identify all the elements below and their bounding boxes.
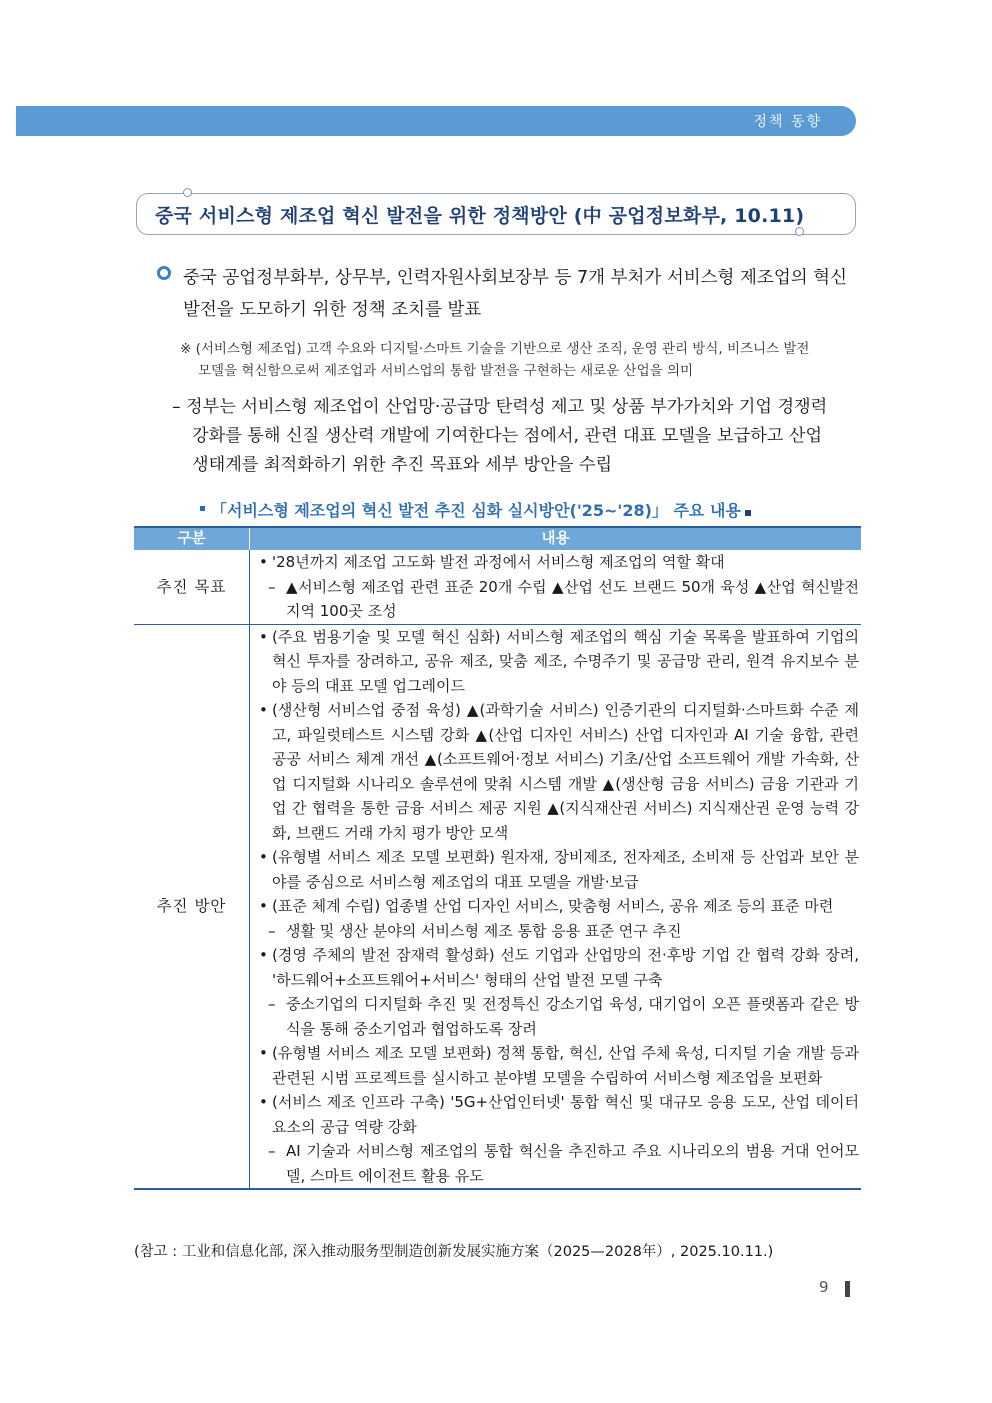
list-item: • (서비스 제조 인프라 구축) '5G+산업인터넷' 통합 혁신 및 대규모 응용 도모, 산업 데이터 요소의 공급 역량 강화 — [258, 1090, 859, 1139]
list-item: • (경영 주체의 발전 잠재력 활성화) 선도 기업과 산업망의 전·후방 기업 간 협력 강화 장려, '하드웨어+소프트웨어+서비스' 형태의 산업 발전 모델 구축 — [258, 943, 859, 992]
list-item: • (유형별 서비스 제조 모델 보편화) 정책 통합, 혁신, 산업 주체 육성, 디지털 기술 개발 등과 관련된 시범 프로젝트를 실시하고 분야별 모델을 수립하여 서비스형 제조업을 보편화 — [258, 1041, 859, 1090]
sub-list-item: – AI 기술과 서비스형 제조업의 통합 혁신을 추진하고 주요 시나리오의 범용 거대 언어모델, 스마트 에이전트 활용 유도 — [258, 1139, 859, 1188]
table-header-content: 내용 — [250, 527, 862, 550]
caption-square-icon — [200, 506, 205, 511]
note-line-2: 모델을 혁신함으로써 제조업과 서비스업의 통합 발전을 구현하는 새로운 산업을 의미 — [198, 363, 694, 379]
article-title-box — [136, 193, 856, 235]
list-item: • (유형별 서비스 제조 모델 보편화) 원자재, 장비제조, 전자제조, 소비재 등 산업과 보안 분야를 중심으로 서비스형 제조업의 대표 모델을 개발·보급 — [258, 845, 859, 894]
policy-table — [134, 526, 861, 1190]
row-content — [250, 550, 862, 624]
government-point — [172, 393, 860, 480]
row-label: 추진 방안 — [134, 624, 250, 1189]
table-row — [134, 550, 861, 624]
sub-list-item: – 생활 및 생산 분야의 서비스형 제조 통합 응용 표준 연구 추진 — [258, 919, 859, 944]
page-number: 9 — [819, 1278, 829, 1296]
row-content — [250, 624, 862, 1189]
sub-list-item: – ▲서비스형 제조업 관련 표준 20개 수립 ▲산업 선도 브랜드 50개 육성 ▲산업 혁신발전 지역 100곳 조성 — [258, 575, 859, 624]
source-citation: (참고 : 工业和信息化部, 深入推动服务型制造创新发展实施方案（2025—2028年）, 2025.10.11.) — [134, 1244, 774, 1260]
dash-line-1: – 정부는 서비스형 제조업이 산업망·공급망 탄력성 제고 및 상품 부가가치와 기업 경쟁력 — [172, 397, 828, 417]
title-decor-dot-top — [183, 188, 192, 197]
article-title: 중국 서비스형 제조업 혁신 발전을 위한 정책방안 (中 공업정보화부, 10.11) — [155, 205, 805, 227]
circle-bullet-icon — [157, 266, 171, 280]
dash-line-2: 강화를 통해 신질 생산력 개발에 기여한다는 점에서, 관련 대표 모델을 보급하고 산업 — [192, 426, 823, 446]
section-header-bar — [16, 106, 856, 136]
dash-line-3: 생태계를 최적화하기 위한 추진 목표와 세부 방안을 수립 — [192, 455, 613, 475]
main-point: 중국 공업정부화부, 상무부, 인력자원사회보장부 등 7개 부처가 서비스형 제조업의 혁신 발전을 도모하기 위한 정책 조치를 발표 — [183, 268, 847, 320]
list-item: • (주요 범용기술 및 모델 혁신 심화) 서비스형 제조업의 핵심 기술 목록을 발표하여 기업의 혁신 투자를 장려하고, 공유 제조, 맞춤 제조, 수명주기 및 공급망 관리, 원격 유지보수 분야 등의 대표 모델 업그레이드 — [258, 625, 859, 699]
row-label: 추진 목표 — [134, 550, 250, 624]
list-item: • '28년까지 제조업 고도화 발전 과정에서 서비스형 제조업의 역할 확대 — [258, 550, 859, 575]
table-row — [134, 624, 861, 1189]
note-line-1: ※ (서비스형 제조업) 고객 수요와 디지털·스마트 기술을 기반으로 생산 조직, 운영 관리 방식, 비즈니스 발전 — [180, 341, 810, 357]
list-item: • (표준 체계 수립) 업종별 산업 디자인 서비스, 맞춤형 서비스, 공유 제조 등의 표준 마련 — [258, 894, 859, 919]
sub-list-item: – 중소기업의 디지털화 추진 및 전정특신 강소기업 육성, 대기업이 오픈 플랫폼과 같은 방식을 통해 중소기업과 협업하도록 장려 — [258, 992, 859, 1041]
definition-note — [180, 338, 860, 382]
table-caption — [200, 498, 751, 521]
list-item: • (생산형 서비스업 중점 육성) ▲(과학기술 서비스) 인증기관의 디지털화·스마트화 수준 제고, 파일럿테스트 시스템 강화 ▲(산업 디자인 서비스) 산업 디자인과 AI 기술 융합, 관련 공공 서비스 체계 개선 ▲(소프트웨어·정보 서비스) 기초/산업 소프트웨어 개발 가속화, 산업 디지털화 시나리오 솔루션에 맞춰 시스템 개발 ▲(생산형 금융 서비스) 금융 기관과 기업 간 협력을 통한 금융 서비스 제공 지원 ▲(지식재산권 서비스) 지식재산권 운영 능력 강화, 브랜드 거래 가치 평가 방안 모색 — [258, 698, 859, 845]
table-header-category: 구분 — [134, 527, 250, 550]
page-number-bar — [845, 1281, 850, 1297]
title-decor-dot-bottom — [795, 227, 804, 236]
table-header-row — [134, 527, 861, 550]
table-caption-text: 「서비스형 제조업의 혁신 발전 추진 심화 실시방안('25~'28)」 주요 내용 — [211, 501, 741, 520]
caption-end-square-icon — [745, 510, 751, 516]
section-label: 정책 동향 — [753, 114, 822, 130]
